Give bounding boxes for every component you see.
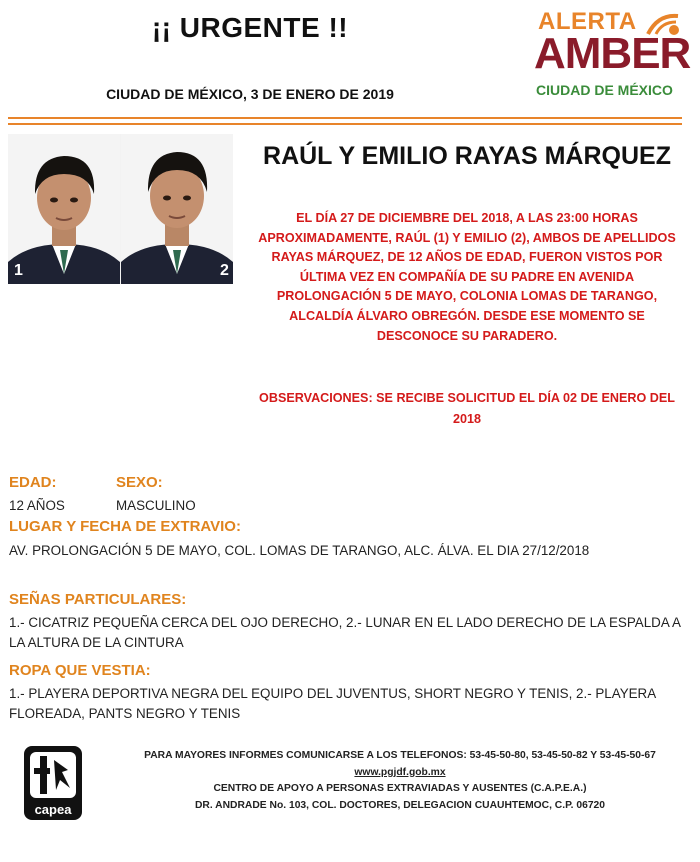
sex-label: SEXO: [116, 474, 163, 491]
clothes-label: ROPA QUE VESTIA: [9, 662, 151, 679]
place-value: AV. PROLONGACIÓN 5 DE MAYO, COL. LOMAS DE TARANGO, ALC. ÁLVA. EL DIA 27/12/2018 [9, 543, 590, 558]
divider-bottom [8, 123, 682, 125]
marks-value: 1.- CICATRIZ PEQUEÑA CERCA DEL OJO DERECHO, 2.- LUNAR EN EL LADO DERECHO DE LA ESPALDA A LA ALTURA DE LA CINTURA [9, 615, 681, 650]
marks-label: SEÑAS PARTICULARES: [9, 591, 187, 608]
missing-persons-name: RAÚL Y EMILIO RAYAS MÁRQUEZ [263, 142, 671, 170]
divider-top [8, 117, 682, 119]
place-date: CIUDAD DE MÉXICO, 3 DE ENERO DE 2019 [106, 86, 394, 102]
age-value: 12 AÑOS [9, 498, 65, 513]
footer-phones: PARA MAYORES INFORMES COMUNICARSE A LOS TELEFONOS: 53-45-50-80, 53-45-50-82 Y 53-45-50-67 [144, 750, 656, 761]
capea-logo [22, 744, 84, 822]
missing-persons-photo [8, 134, 233, 284]
photo-label-1: 1 [14, 262, 23, 279]
photo-person-1 [8, 134, 120, 284]
incident-description: EL DÍA 27 DE DICIEMBRE DEL 2018, A LAS 23:00 HORAS APROXIMADAMENTE, RAÚL (1) Y EMILIO (2), AMBOS DE APELLIDOS RAYAS MÁRQUEZ, DE 12 AÑOS DE EDAD, FUERON VISTOS POR ÚLTIMA VEZ EN COMPAÑÍA DE SU PADRE EN AVENIDA PROLONGACIÓN 5 DE MAYO, COLONIA LOMAS DE TARANGO, ALCALDÍA ÁLVARO OBREGÓN. DESDE ESE MOMENTO SE DESCONOCE SU PARADERO. [258, 211, 676, 343]
alert-title: ¡¡ URGENTE !! [151, 12, 349, 43]
footer-url-link[interactable]: www.pgjdf.gob.mx [354, 766, 446, 778]
clothes-value: 1.- PLAYERA DEPORTIVA NEGRA DEL EQUIPO DEL JUVENTUS, SHORT NEGRO Y TENIS, 2.- PLAYERA FLOREADA, PANTS NEGRO Y TENIS [9, 686, 656, 721]
footer-center: CENTRO DE APOYO A PERSONAS EXTRAVIADAS Y AUSENTES (C.A.P.E.A.) [213, 783, 587, 795]
photo-person-2 [121, 134, 233, 284]
alerta-amber-logo [534, 8, 690, 104]
observations: OBSERVACIONES: SE RECIBE SOLICITUD EL DÍA 02 DE ENERO DEL 2018 [259, 391, 675, 426]
footer-contact [100, 748, 700, 814]
logo-city-text: CIUDAD DE MÉXICO [536, 82, 673, 98]
sex-value: MASCULINO [116, 498, 196, 513]
place-label: LUGAR Y FECHA DE EXTRAVIO: [9, 518, 241, 535]
age-label: EDAD: [9, 474, 57, 491]
photo-label-2: 2 [220, 262, 229, 279]
logo-amber-text: AMBER [534, 29, 691, 78]
logo-alerta-text: ALERTA [538, 8, 637, 35]
footer-address: DR. ANDRADE No. 103, COL. DOCTORES, DELEGACION CUAUHTEMOC, C.P. 06720 [194, 799, 606, 811]
capea-logo-text: capea [34, 802, 72, 817]
